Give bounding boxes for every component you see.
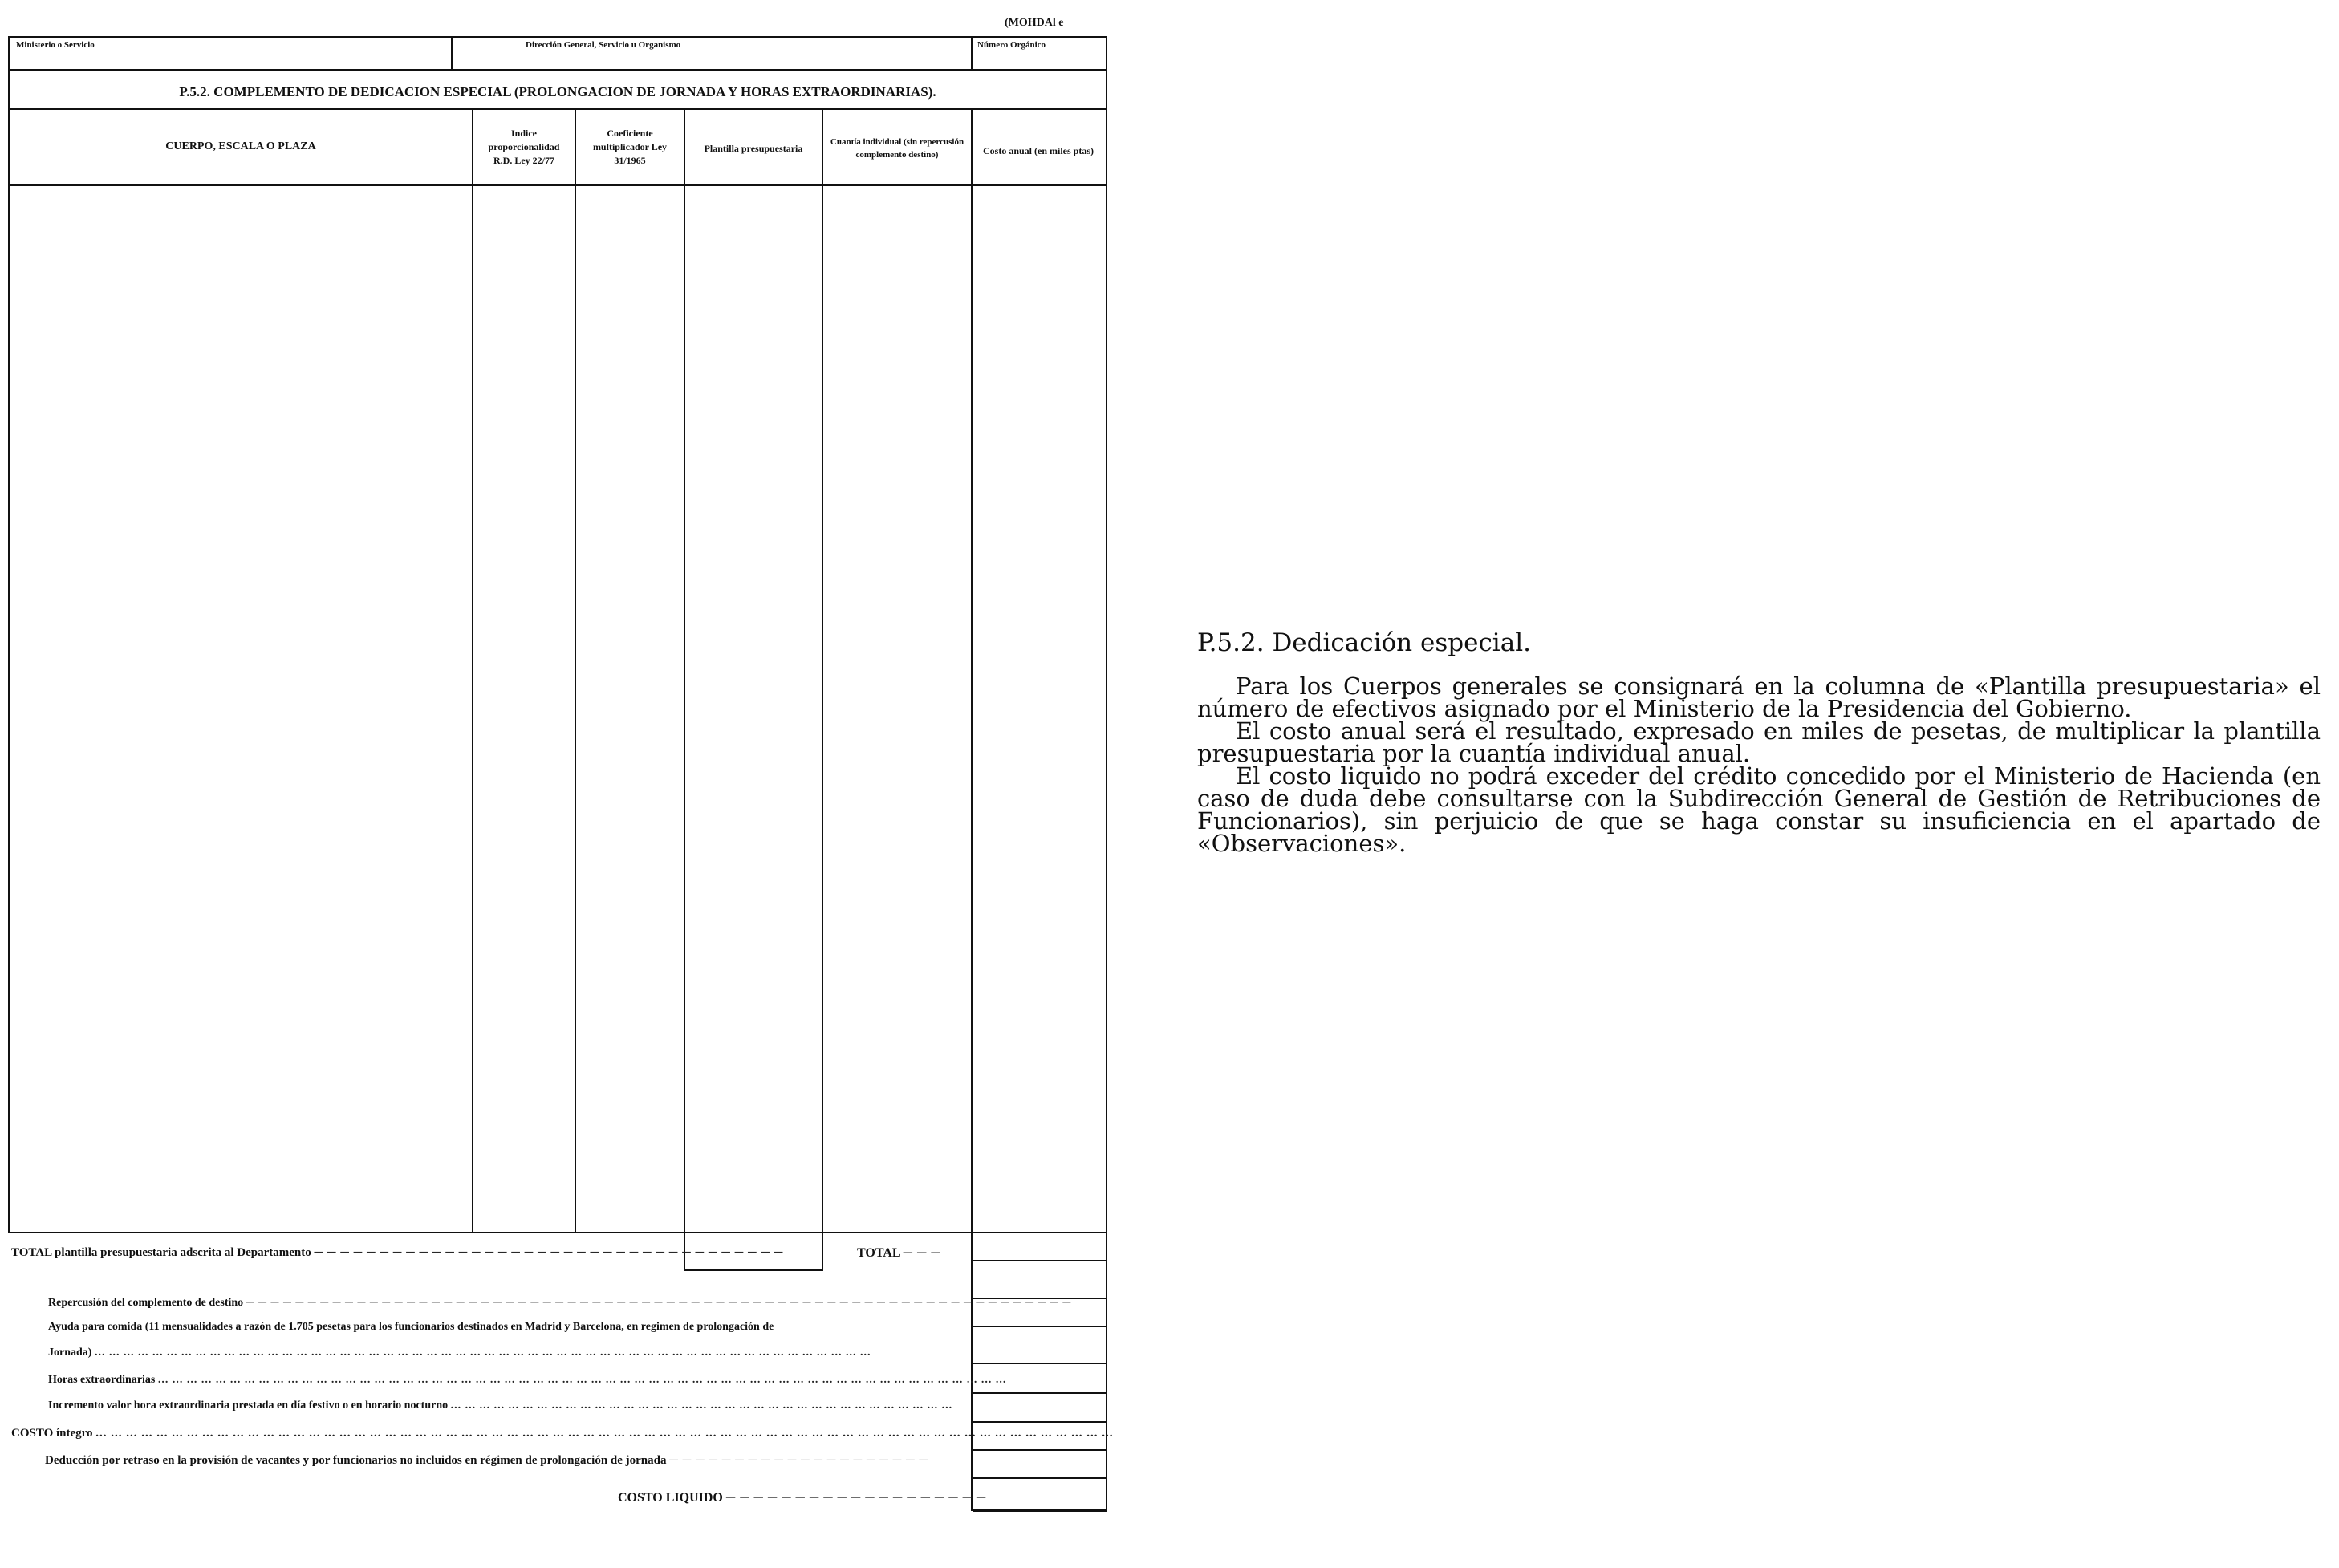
instructions-title: P.5.2. Dedicación especial. [1197, 628, 1531, 657]
col-header-indice: Indice proporcionalidad R.D. Ley 22/77 [488, 127, 560, 166]
total-plantilla-row [11, 1246, 784, 1260]
jornada-row: Jornada) ... ... ... ... ... ... ... ... ... ... ... ... ... ... ... ... ... ... ... ... ... ... ... ... ... ... ... ... ... ... ... ... ... ... ... ... ... ... ... ... ... ... ... ... ... ... ... ... ... ... ... ... ... ... [48, 1347, 871, 1359]
leader-dots: ─ ─ ─ ─ ─ ─ ─ ─ ─ ─ ─ ─ ─ ─ ─ ─ ─ ─ ─ ─ ─ ─ ─ ─ ─ ─ ─ ─ ─ ─ ─ ─ ─ ─ ─ ─ [314, 1246, 784, 1259]
incremento-label: Incremento valor hora extraordinaria prestada en día festivo o en horario nocturno [48, 1399, 449, 1412]
deduccion-label: Deducción por retraso en la provisión de vacantes y por funcionarios no incluidos en régimen de prolongación de jornada [45, 1454, 667, 1467]
total-plantilla-label: TOTAL plantilla presupuestaria adscrita al Departamento [11, 1246, 311, 1259]
instructions-paragraph: El costo liquido no podrá exceder del crédito concedido por el Ministerio de Hacienda (en caso de duda debe consultarse con la Subdirección General de Gestión de Retribuciones de Funcionarios), sin perjuicio de que se haga constar su insuficiencia en el apartado de «Observaciones». [1197, 762, 2321, 857]
form-top-code: (MOHDAl e [1005, 17, 1064, 29]
ayuda-comida-label: Ayuda para comida (11 mensualidades a razón de 1.705 pesetas para los funcionarios destinados en Madrid y Barcelona, en regimen de prolongación de [48, 1321, 774, 1333]
costo-liquido-label: COSTO LIQUIDO [618, 1491, 723, 1505]
col-header-plantilla: Plantilla presupuestaria [704, 142, 803, 154]
incremento-row: Incremento valor hora extraordinaria prestada en día festivo o en horario nocturno ... ... ... ... ... ... ... ... ... ... ... ... ... ... ... ... ... ... ... ... ... ... ... ... ... ... ... ... ... ... ... ... ... ... ... [48, 1399, 953, 1412]
numero-organico-label: Número Orgánico [977, 40, 1046, 50]
total-label: TOTAL [857, 1246, 900, 1260]
col-header-cuerpo: CUERPO, ESCALA O PLAZA [165, 140, 316, 152]
total-row: TOTAL ─ ─ ─ [857, 1246, 941, 1260]
instructions-paragraph: El costo anual será el resultado, expresado en miles de pesetas, de multiplicar la plantilla presupuestaria por la cuantía individual anual. [1197, 717, 2321, 767]
horas-extra-label: Horas extraordinarias [48, 1374, 156, 1386]
instructions-block [1197, 628, 2321, 855]
col-header-costo: Costo anual (en miles ptas) [982, 145, 1094, 156]
ayuda-comida-row [48, 1321, 963, 1334]
horas-extra-row: Horas extraordinarias ... ... ... ... ... ... ... ... ... ... ... ... ... ... ... ... ... ... ... ... ... ... ... ... ... ... ... ... ... ... ... ... ... ... ... ... ... ... ... ... ... ... ... ... ... ... ... ... ... ... ... ... ... ... ... ... ... ... ... [48, 1374, 1007, 1386]
jornada-label: Jornada) [48, 1347, 92, 1359]
costo-integro-label: COSTO íntegro [11, 1427, 93, 1440]
costo-liquido-row: COSTO LIQUIDO ─ ─ ─ ─ ─ ─ ─ ─ ─ ─ ─ ─ ─ ─ ─ ─ ─ ─ ─ [618, 1491, 987, 1505]
col-header-cuantia: Cuantía individual (sin repercusión complemento destino) [830, 137, 964, 160]
repercusion-row: Repercusión del complemento de destino ─ ─ ─ ─ ─ ─ ─ ─ ─ ─ ─ ─ ─ ─ ─ ─ ─ ─ ─ ─ ─ ─ ─ ─ ─ ─ ─ ─ ─ ─ ─ ─ ─ ─ ─ ─ ─ ─ ─ ─ ─ ─ ─ ─ ─ ─ ─ ─ ─ ─ ─ ─ ─ ─ ─ ─ ─ ─ ─ ─ ─ ─ ─ ─ ─ ─ ─ [48, 1297, 1072, 1309]
instructions-paragraph: Para los Cuerpos generales se consignará en la columna de «Plantilla presupuestaria» el número de efectivos asignado por el Ministerio de la Presidencia del Gobierno. [1197, 672, 2321, 722]
deduccion-row: Deducción por retraso en la provisión de vacantes y por funcionarios no incluidos en régimen de prolongación de jornada ─ ─ ─ ─ ─ ─ ─ ─ ─ ─ ─ ─ ─ ─ ─ ─ ─ ─ ─ ─ [45, 1454, 929, 1467]
section-title: P.5.2. COMPLEMENTO DE DEDICACION ESPECIAL (PROLONGACION DE JORNADA Y HORAS EXTRAORDINARIAS). [179, 84, 936, 100]
ministerio-label: Ministerio o Servicio [16, 40, 95, 50]
direccion-label: Dirección General, Servicio u Organismo [526, 40, 681, 50]
col-header-coeficiente: Coeficiente multiplicador Ley 31/1965 [592, 127, 668, 166]
costo-integro-row: COSTO íntegro ... ... ... ... ... ... ... ... ... ... ... ... ... ... ... ... ... ... ... ... ... ... ... ... ... ... ... ... ... ... ... ... ... ... ... ... ... ... ... ... ... ... ... ... ... ... ... ... ... ... ... ... ... ... ... ... ... ... ... ... ... ... ... ... ... ... ... [11, 1427, 1114, 1440]
repercusion-label: Repercusión del complemento de destino [48, 1297, 244, 1309]
